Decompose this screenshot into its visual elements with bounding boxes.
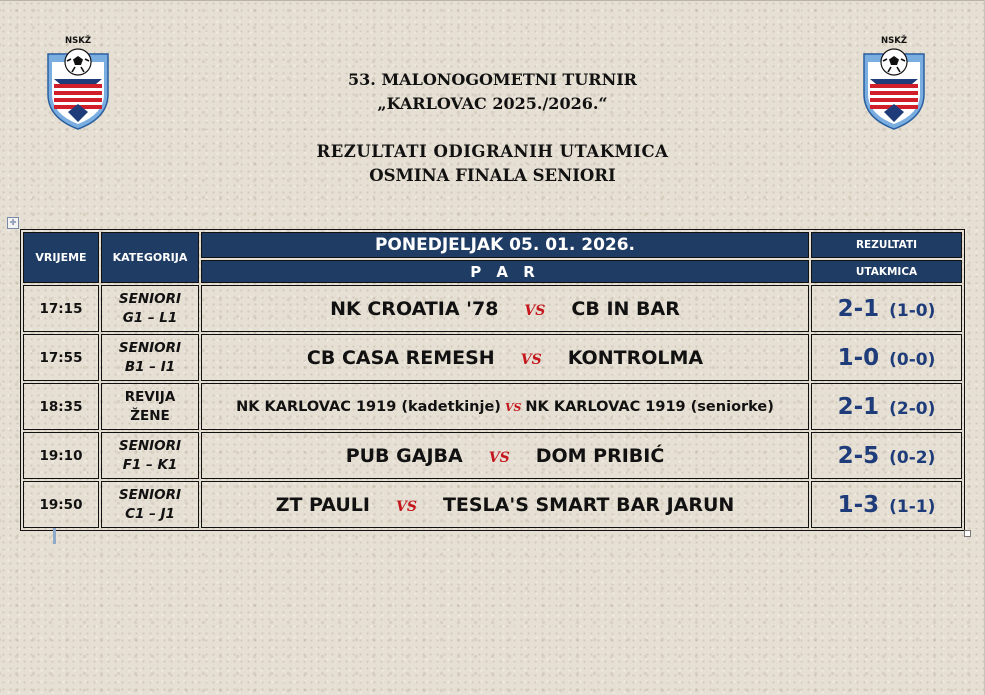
- match-category: [101, 432, 199, 479]
- match-pair: [201, 334, 809, 381]
- final-score: 2-1: [837, 295, 880, 322]
- home-team: ZT PAULI: [275, 493, 370, 516]
- final-score: 1-0: [837, 344, 880, 371]
- category-groups: C1 – J1: [125, 505, 175, 522]
- logo-text: NSKŽ: [881, 36, 907, 46]
- category-name: SENIORI: [118, 486, 182, 503]
- away-team: TESLA'S SMART BAR JARUN: [442, 493, 735, 516]
- category-groups: ŽENE: [130, 407, 170, 424]
- tournament-subtitle: „KARLOVAC 2025./2026.“: [377, 94, 608, 113]
- away-team: CB IN BAR: [571, 297, 680, 320]
- vs-label: VS: [520, 351, 542, 368]
- day-header: PONEDJELJAK 05. 01. 2026.: [201, 232, 809, 258]
- category-groups: F1 – K1: [122, 456, 178, 473]
- home-team: NK KARLOVAC 1919 (kadetkinje): [236, 398, 501, 415]
- table-resize-handle[interactable]: [964, 530, 971, 537]
- category-name: SENIORI: [118, 290, 182, 307]
- vs-label: VS: [488, 449, 510, 466]
- final-score: 2-5: [837, 442, 880, 469]
- table-row: [23, 481, 962, 528]
- home-team: NK CROATIA '78: [330, 297, 499, 320]
- away-team: NK KARLOVAC 1919 (seniorke): [525, 398, 774, 415]
- category-groups: B1 – I1: [124, 358, 176, 375]
- tournament-title: 53. MALONOGOMETNI TURNIR: [348, 70, 637, 89]
- text-cursor: [53, 528, 56, 544]
- col-header-results-1: REZULTATI: [811, 232, 962, 258]
- table-row: [23, 432, 962, 479]
- match-category: [101, 334, 199, 381]
- match-result: [811, 334, 962, 381]
- match-category: [101, 481, 199, 528]
- col-header-results-2: UTAKMICA: [811, 260, 962, 283]
- page-edge-top: [0, 0, 985, 1]
- halftime-score: (2-0): [889, 398, 936, 419]
- col-header-time: VRIJEME: [23, 232, 99, 283]
- match-time: 17:55: [23, 334, 99, 381]
- vs-label: VS: [395, 498, 417, 515]
- category-name: SENIORI: [118, 339, 182, 356]
- category-name: SENIORI: [118, 437, 182, 454]
- match-category: [101, 285, 199, 332]
- match-category: [101, 383, 199, 430]
- col-header-pair: P A R: [201, 260, 809, 283]
- match-time: 19:50: [23, 481, 99, 528]
- halftime-score: (1-1): [889, 496, 936, 517]
- vs-label: VS: [524, 302, 546, 319]
- table-move-handle-icon[interactable]: ✛: [7, 217, 19, 229]
- final-score: 2-1: [837, 393, 880, 420]
- table-row: [23, 383, 962, 430]
- table-row: [23, 334, 962, 381]
- match-time: 17:15: [23, 285, 99, 332]
- home-team: CB CASA REMESH: [306, 346, 495, 369]
- vs-label: VS: [504, 400, 522, 414]
- match-pair: [201, 432, 809, 479]
- away-team: KONTROLMA: [567, 346, 704, 369]
- halftime-score: (0-2): [889, 447, 936, 468]
- results-heading: REZULTATI ODIGRANIH UTAKMICA: [316, 142, 669, 161]
- match-result: [811, 383, 962, 430]
- match-time: 19:10: [23, 432, 99, 479]
- category-groups: G1 – L1: [122, 309, 178, 326]
- match-pair: [201, 481, 809, 528]
- match-pair: [201, 285, 809, 332]
- halftime-score: (0-0): [889, 349, 936, 370]
- away-team: DOM PRIBIĆ: [535, 444, 665, 467]
- home-team: PUB GAJBA: [345, 444, 463, 467]
- match-result: [811, 285, 962, 332]
- table-row: [23, 285, 962, 332]
- match-result: [811, 432, 962, 479]
- match-result: [811, 481, 962, 528]
- col-header-category: KATEGORIJA: [101, 232, 199, 283]
- round-heading: OSMINA FINALA SENIORI: [369, 166, 616, 185]
- match-pair: [201, 383, 809, 430]
- final-score: 1-3: [837, 491, 880, 518]
- category-name: REVIJA: [124, 388, 176, 405]
- halftime-score: (1-0): [889, 300, 936, 321]
- results-table: [20, 229, 965, 531]
- logo-text: NSKŽ: [65, 36, 91, 46]
- match-time: 18:35: [23, 383, 99, 430]
